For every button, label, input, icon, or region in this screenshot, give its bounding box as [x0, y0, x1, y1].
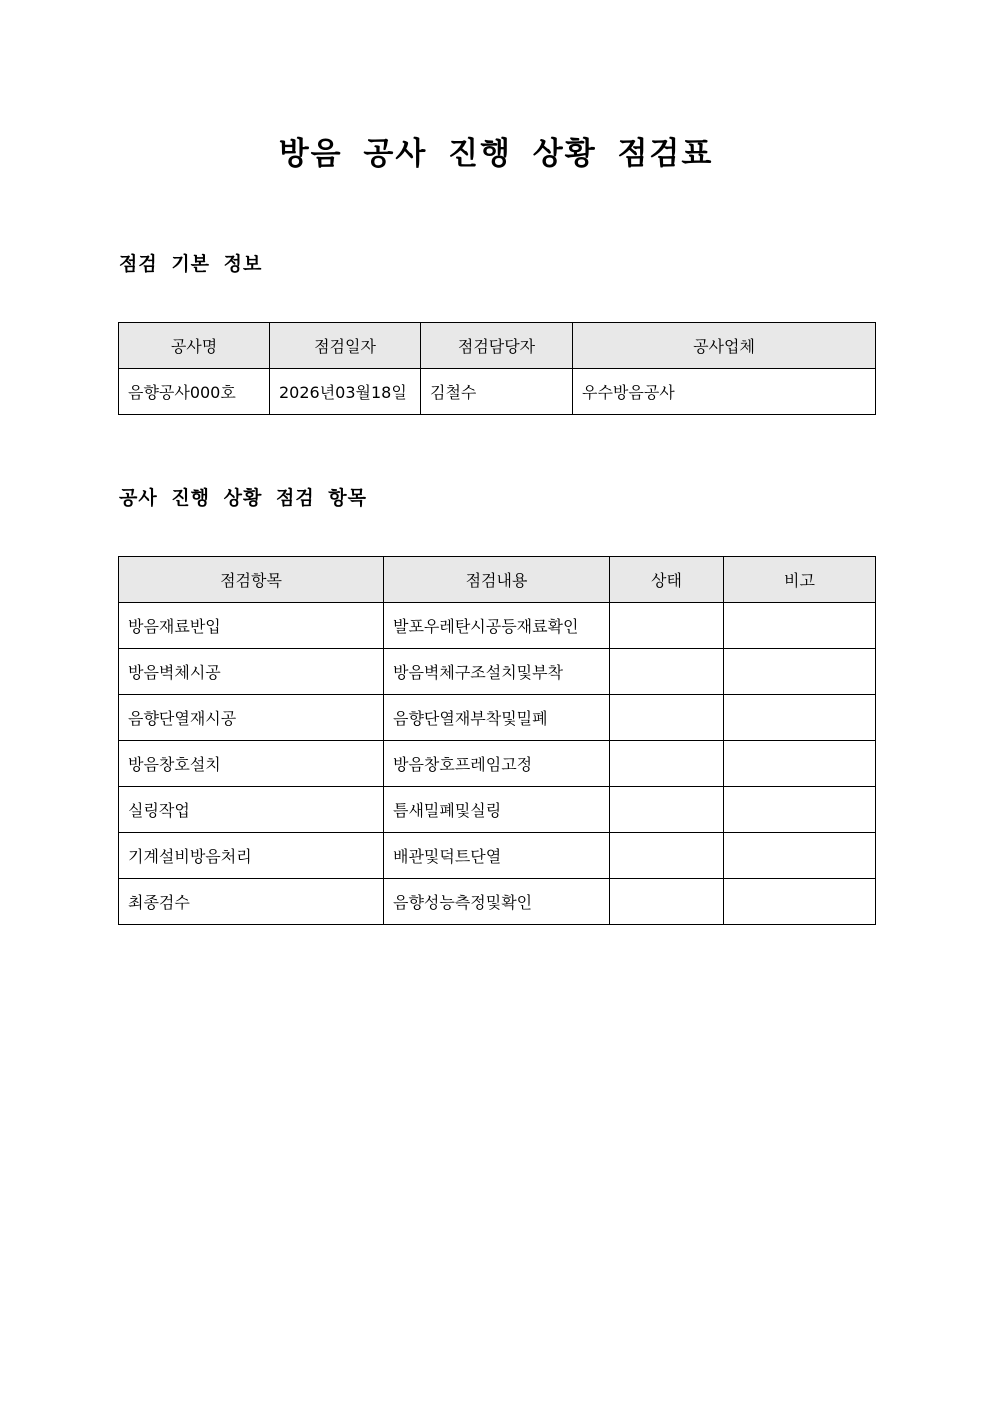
check-content: 발포우레탄시공등재료확인	[384, 603, 610, 649]
header-check-item: 점검항목	[119, 557, 384, 603]
header-note: 비고	[724, 557, 876, 603]
header-inspection-date: 점검일자	[270, 323, 421, 369]
table-row	[119, 649, 876, 695]
status-cell[interactable]	[610, 741, 724, 787]
check-item: 최종검수	[119, 879, 384, 925]
progress-header-row	[119, 557, 876, 603]
basic-info-value-row	[119, 369, 876, 415]
basic-info-table	[118, 322, 876, 415]
table-row	[119, 603, 876, 649]
note-cell[interactable]	[724, 603, 876, 649]
basic-info-heading: 점검 기본 정보	[119, 253, 263, 275]
note-cell[interactable]	[724, 741, 876, 787]
header-check-content: 점검내용	[384, 557, 610, 603]
note-cell[interactable]	[724, 787, 876, 833]
check-content: 음향성능측정및확인	[384, 879, 610, 925]
table-row	[119, 741, 876, 787]
note-cell[interactable]	[724, 833, 876, 879]
table-row	[119, 787, 876, 833]
note-cell[interactable]	[724, 879, 876, 925]
check-item: 방음창호설치	[119, 741, 384, 787]
check-item: 기계설비방음처리	[119, 833, 384, 879]
status-cell[interactable]	[610, 879, 724, 925]
value-project-name: 음향공사000호	[119, 369, 270, 415]
check-content: 배관및덕트단열	[384, 833, 610, 879]
note-cell[interactable]	[724, 695, 876, 741]
header-project-name: 공사명	[119, 323, 270, 369]
check-content: 방음창호프레임고정	[384, 741, 610, 787]
header-contractor: 공사업체	[573, 323, 876, 369]
check-content: 음향단열재부착및밀폐	[384, 695, 610, 741]
value-inspection-date: 2026년03월18일	[270, 369, 421, 415]
note-cell[interactable]	[724, 649, 876, 695]
status-cell[interactable]	[610, 787, 724, 833]
check-item: 음향단열재시공	[119, 695, 384, 741]
status-cell[interactable]	[610, 649, 724, 695]
status-cell[interactable]	[610, 833, 724, 879]
status-cell[interactable]	[610, 603, 724, 649]
table-row	[119, 879, 876, 925]
header-inspector: 점검담당자	[421, 323, 573, 369]
progress-items-heading: 공사 진행 상황 점검 항목	[119, 487, 367, 509]
check-content: 틈새밀폐및실링	[384, 787, 610, 833]
status-cell[interactable]	[610, 695, 724, 741]
table-row	[119, 833, 876, 879]
check-item: 방음벽체시공	[119, 649, 384, 695]
value-contractor: 우수방음공사	[573, 369, 876, 415]
basic-info-header-row	[119, 323, 876, 369]
check-item: 실링작업	[119, 787, 384, 833]
check-item: 방음재료반입	[119, 603, 384, 649]
check-content: 방음벽체구조설치및부착	[384, 649, 610, 695]
table-row	[119, 695, 876, 741]
progress-items-table	[118, 556, 876, 925]
header-status: 상태	[610, 557, 724, 603]
document-title: 방음 공사 진행 상황 점검표	[278, 136, 714, 172]
value-inspector: 김철수	[421, 369, 573, 415]
